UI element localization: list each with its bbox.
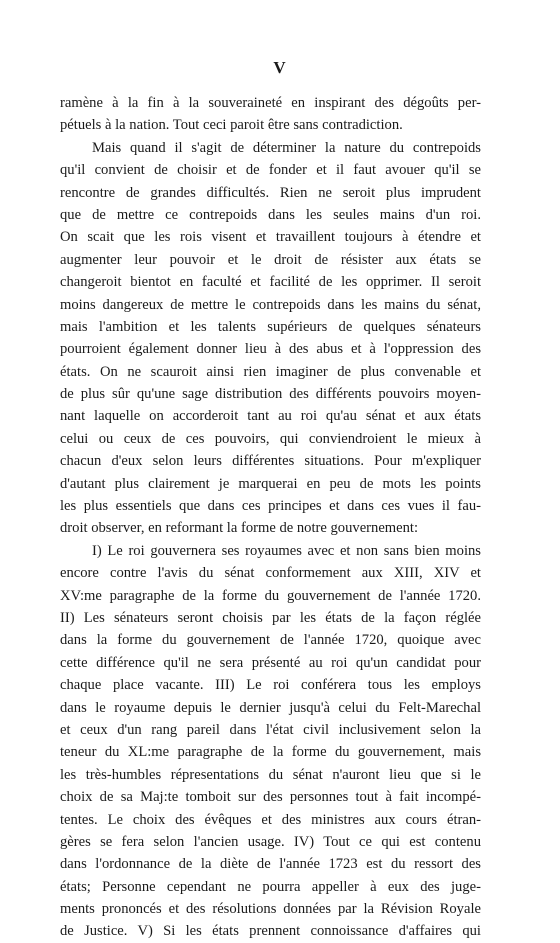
text-line: nant laquelle on accorderoit tant au roi qu'au sénat et aux états bbox=[60, 408, 481, 425]
text-line: qu'il convient de choisir et de fonder et il faut avouer qu'il se bbox=[60, 162, 481, 179]
text-line: les très-humbles répresentations du sénat n'auront lieu que si le bbox=[60, 766, 481, 783]
text-line: droit observer, en reformant la forme de notre gouvernement: bbox=[60, 520, 419, 537]
text-line: et ceux d'un rang pareil dans l'état civil inclusivement selon la bbox=[60, 721, 481, 738]
text-line: cette différence qu'il ne sera présenté au roi qu'un candidat pour bbox=[60, 654, 481, 671]
text-line: états; Personne cependant ne pourra appeller à eux des juge- bbox=[60, 878, 481, 895]
text-line: les plus essentiels que dans ces principes et dans ces vues il fau- bbox=[60, 498, 481, 515]
text-line: rencontre de grandes difficultés. Rien ne seroit plus imprudent bbox=[60, 184, 481, 201]
text-line: gères se fera selon l'ancien usage. IV) Tout ce qui est contenu bbox=[60, 833, 481, 850]
text-line: dans l'ordonnance de la diète de l'année 1723 est du ressort des bbox=[60, 856, 481, 873]
page-number: V bbox=[273, 58, 287, 77]
text-line: dans le royaume depuis le dernier jusqu'à celui du Felt-Marechal bbox=[60, 699, 481, 716]
text-line: pourroient également donner lieu à des abus et à l'oppression des bbox=[60, 341, 481, 358]
text-line: états. On ne scauroit ainsi rien imaginer de plus convenable et bbox=[60, 363, 481, 380]
text-line: Mais quand il s'agit de déterminer la nature du contrepoids bbox=[92, 139, 481, 156]
text-line: chaque place vacante. III) Le roi conférera tous les employs bbox=[60, 677, 481, 694]
text-line: de plus sûr qu'une sage distribution des différents pouvoirs moyen- bbox=[60, 386, 481, 403]
text-line: mais l'ambition et les talents supérieurs de quelques sénateurs bbox=[60, 318, 481, 335]
text-line: de Justice. V) Si les états prennent connoissance d'affaires qui bbox=[60, 923, 481, 940]
text-line: encore contre l'avis du sénat conformement aux XIII, XIV et bbox=[60, 565, 481, 582]
text-line: ramène à la fin à la souveraineté en inspirant des dégoûts per- bbox=[60, 95, 481, 111]
text-line: dans la forme du gouvernement de l'année 1720, quoique avec bbox=[60, 632, 481, 649]
text-line: d'autant plus clairement je marquerai en peu de mots les points bbox=[60, 475, 481, 492]
text-line: choix de sa Maj:te tomboit sur des personnes tout à fait incompé- bbox=[60, 789, 481, 806]
body-text bbox=[60, 92, 481, 943]
text-line: moins dangereux de mettre le contrepoids dans les mains du sénat, bbox=[60, 296, 481, 313]
text-line: teneur du XL:me paragraphe de la forme du gouvernement, mais bbox=[60, 744, 481, 761]
text-line: que de mettre ce contrepoids dans les seules mains d'un roi. bbox=[60, 206, 481, 223]
text-line: II) Les sénateurs seront choisis par les états de la façon réglée bbox=[60, 609, 481, 626]
text-line: I) Le roi gouvernera ses royaumes avec et non sans bien moins bbox=[92, 542, 481, 559]
text-line: celui ou ceux de ces pouvoirs, qui conviendroient le mieux à bbox=[60, 430, 481, 447]
text-line: augmenter leur pouvoir et le droit de résister aux états se bbox=[60, 251, 481, 268]
text-line: ments prononcés et des résolutions données par la Révision Royale bbox=[60, 901, 481, 918]
text-line: changeroit bientot en faculté et facilité de les opprimer. Il seroit bbox=[60, 274, 481, 291]
text-line: chacun d'eux selon leurs différentes situations. Pour m'expliquer bbox=[60, 453, 481, 470]
text-line: tentes. Le choix des évêques et des ministres aux cours étran- bbox=[60, 811, 481, 828]
text-line: On scait que les rois visent et travaillent toujours à étendre et bbox=[60, 229, 481, 246]
text-line: pétuels à la nation. Tout ceci paroit être sans contradiction. bbox=[60, 117, 403, 134]
text-line: XV:me paragraphe de la forme du gouvernement de l'année 1720. bbox=[60, 587, 481, 604]
